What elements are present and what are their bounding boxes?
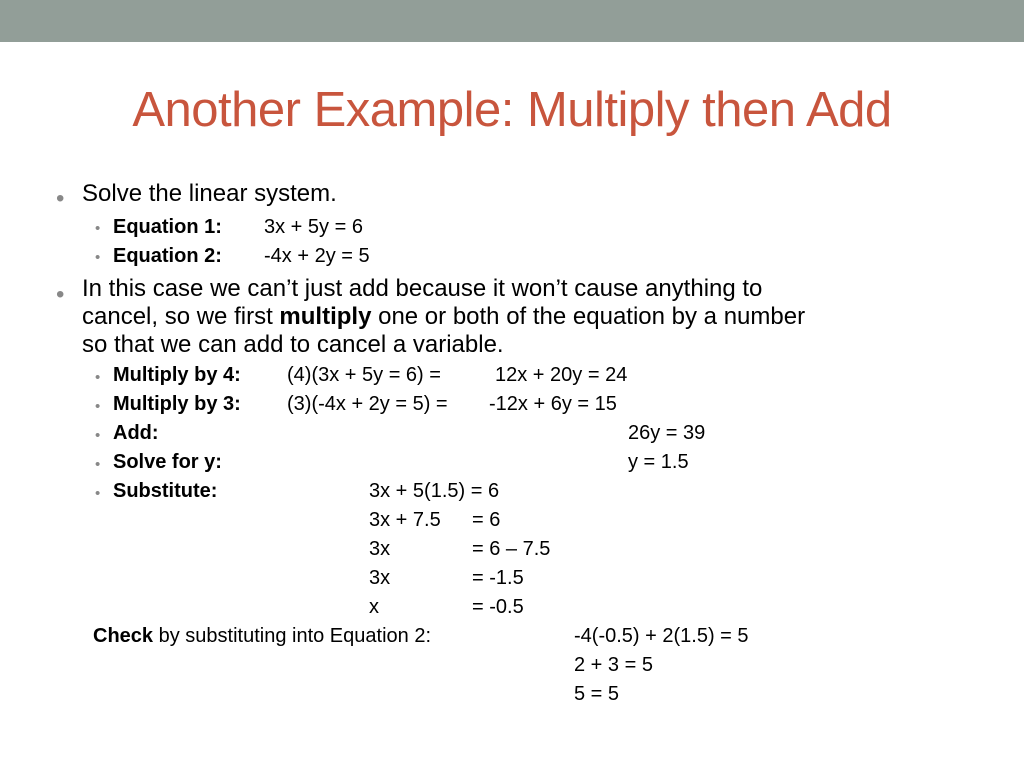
equation-1-expr: 3x + 5y = 6 xyxy=(264,216,363,238)
substitute-left: 3x xyxy=(369,567,391,589)
substitute-left: 3x xyxy=(369,538,391,560)
top-accent-bar xyxy=(0,0,1024,42)
step-multiply-3-label: Multiply by 3: xyxy=(113,393,241,415)
sub-bullet-dot: • xyxy=(95,485,101,502)
explanation-line-2: cancel, so we first multiply one or both of the equation by a number xyxy=(82,303,806,330)
multiply-emphasis: multiply xyxy=(279,303,372,330)
equation-1-label: Equation 1: xyxy=(113,216,222,238)
bullet-explanation xyxy=(82,275,805,359)
step-multiply-4-result: 12x + 20y = 24 xyxy=(495,364,628,386)
substitute-line-1: 3x + 5(1.5) = 6 xyxy=(369,480,500,502)
bullet-dot: • xyxy=(56,281,65,308)
check-line: 2 + 3 = 5 xyxy=(574,654,653,676)
step-solve-label: Solve for y: xyxy=(113,451,222,473)
check-statement: Check by substituting into Equation 2: xyxy=(93,625,431,647)
substitute-left: 3x + 7.5 xyxy=(369,509,441,531)
substitute-right: = 6 xyxy=(472,509,501,531)
step-solve-result: y = 1.5 xyxy=(628,451,689,473)
check-line: 5 = 5 xyxy=(574,683,620,705)
explanation-line-3: so that we can add to cancel a variable. xyxy=(82,331,504,358)
step-multiply-3-expr: (3)(-4x + 2y = 5) = xyxy=(287,393,448,415)
step-multiply-4-label: Multiply by 4: xyxy=(113,364,241,386)
equation-2-expr: -4x + 2y = 5 xyxy=(264,245,370,267)
step-substitute-label: Substitute: xyxy=(113,480,218,502)
substitute-right: = -1.5 xyxy=(472,567,524,589)
bullet-dot: • xyxy=(56,185,65,212)
equation-2-label: Equation 2: xyxy=(113,245,222,267)
slide-title: Another Example: Multiply then Add xyxy=(132,83,892,137)
substitute-right: = -0.5 xyxy=(472,596,524,618)
substitute-left: x xyxy=(369,596,379,618)
bullet-solve-system: Solve the linear system. xyxy=(82,180,337,207)
sub-bullet-dot: • xyxy=(95,220,101,237)
step-add-label: Add: xyxy=(113,422,159,444)
step-multiply-4-expr: (4)(3x + 5y = 6) = xyxy=(287,364,441,386)
step-multiply-3-result: -12x + 6y = 15 xyxy=(489,393,617,415)
sub-bullet-dot: • xyxy=(95,427,101,444)
explanation-line-1: In this case we can’t just add because it won’t cause anything to xyxy=(82,275,763,302)
check-line: -4(-0.5) + 2(1.5) = 5 xyxy=(574,625,749,647)
sub-bullet-dot: • xyxy=(95,456,101,473)
step-add-result: 26y = 39 xyxy=(628,422,706,444)
sub-bullet-dot: • xyxy=(95,398,101,415)
sub-bullet-dot: • xyxy=(95,369,101,386)
substitute-right: = 6 – 7.5 xyxy=(472,538,551,560)
sub-bullet-dot: • xyxy=(95,249,101,266)
